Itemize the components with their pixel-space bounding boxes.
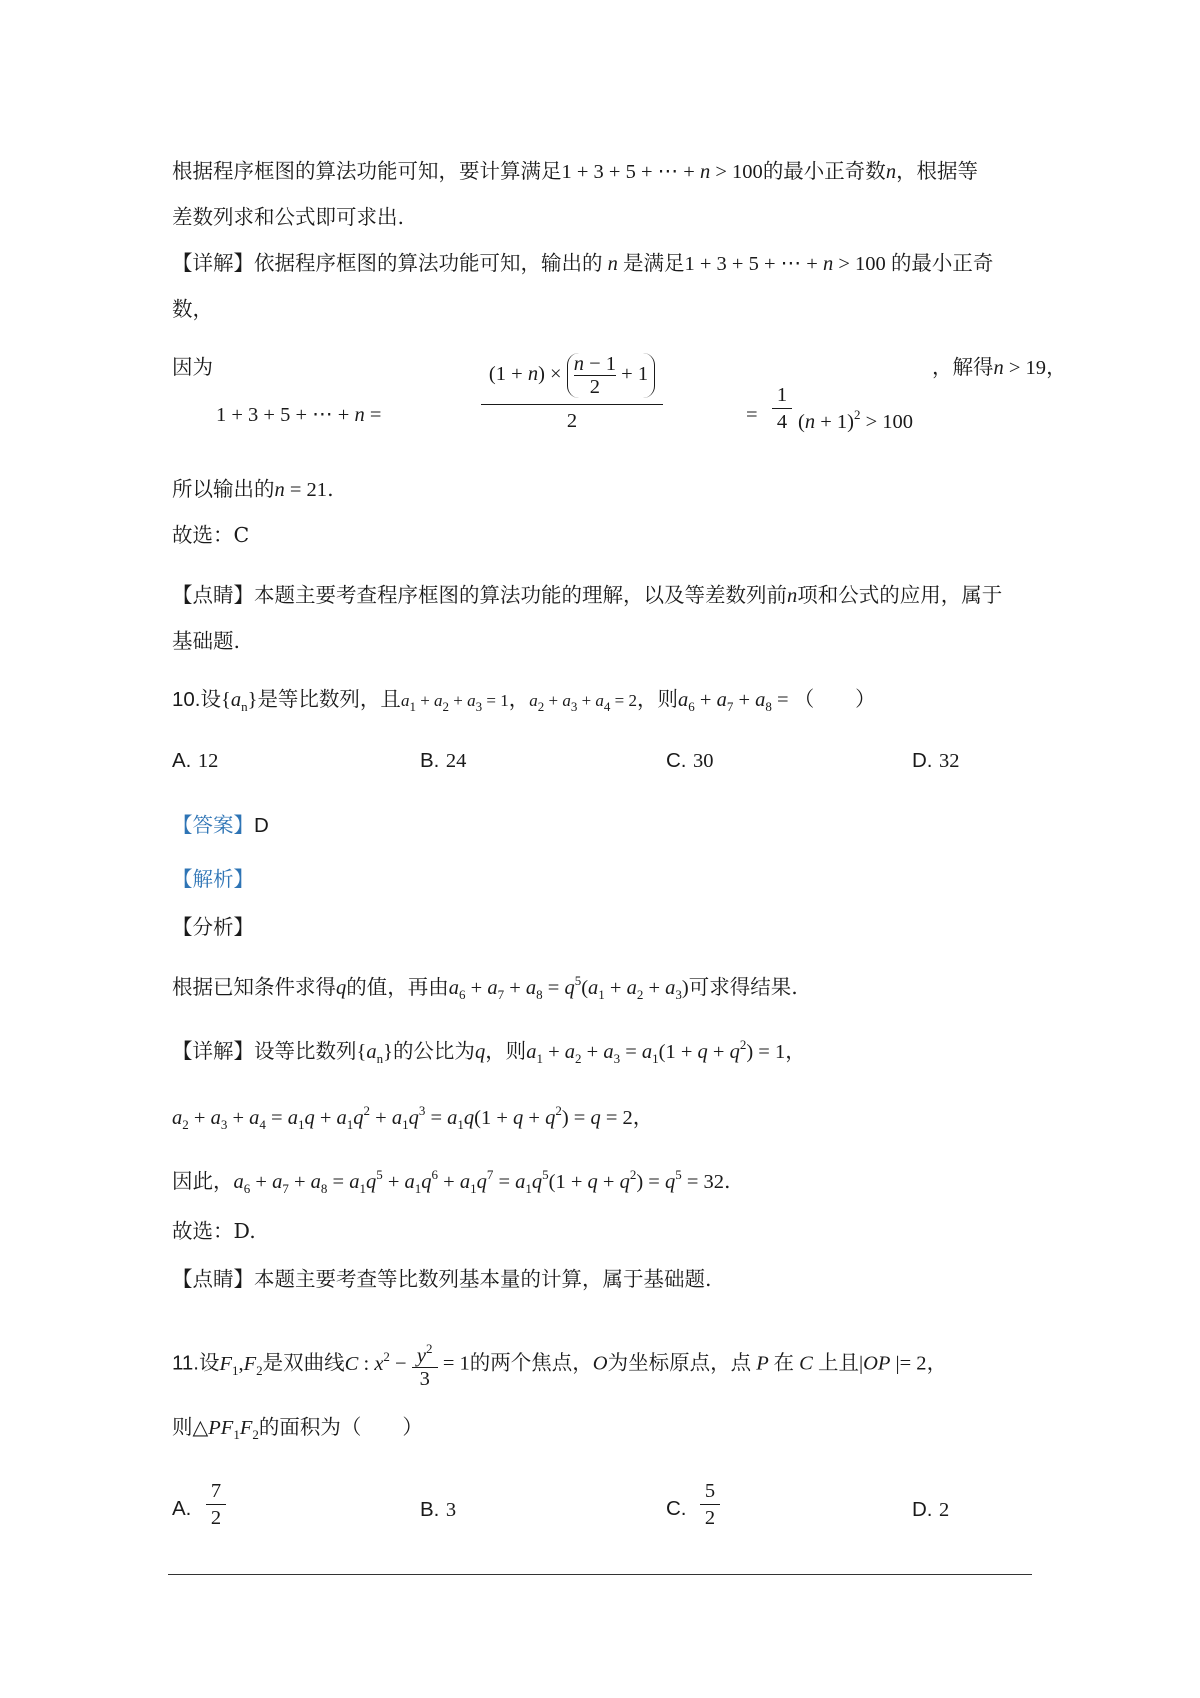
q11-stem-1: 11.设$F_1,F_2$是双曲线C : $x^2$ − $\frac{y^2}{3}$ = 1的两个焦点，O为坐标原点，点 P 在 C 上且|OP |= 2， <box>172 1316 1040 1376</box>
option-letter: C. <box>666 749 687 772</box>
text: 本题主要考查等比数列基本量的计算，属于基础题. <box>254 1267 712 1291</box>
text: 的值，再由 <box>346 975 449 999</box>
text: 是双曲线 <box>262 1350 345 1375</box>
q10-stem: 10.设$\{a_n\}$是等比数列，且$a_1 + a_2 + a_3 = 1$，$a_2 + a_3 + a_4 = 2$，则$a_6 + a_7 + a_8$ = （ ） <box>172 687 876 714</box>
text: 的最小正奇数 <box>762 159 886 183</box>
section-label: 【分析】 <box>172 915 254 939</box>
q10-fenxi <box>172 912 1040 942</box>
analysis-line-1: 根据程序框图的算法功能可知，要计算满足1 + 3 + 5 + ⋯ + n > 100的最小正奇数n，根据等 <box>172 159 979 183</box>
option-value: 3 <box>445 1499 457 1521</box>
q10-jiexi <box>172 864 1040 894</box>
q10-option-d[interactable] <box>912 745 960 776</box>
q10-choice <box>172 1216 1040 1246</box>
question-number: 10. <box>172 688 201 711</box>
option-letter: D. <box>912 1498 933 1521</box>
text: 则△ <box>172 1415 209 1439</box>
choice-line-1 <box>172 520 1040 550</box>
sum-fraction: (1 + n) × $\frac{n - 1}{2}$ + 1 2 <box>392 352 752 437</box>
dianjing-line-1: 【点睛】本题主要考查程序框图的算法功能的理解，以及等差数列前n项和公式的应用，属于 <box>172 583 1003 607</box>
section-label: 【详解】 <box>172 251 254 275</box>
dianjing-line-2 <box>172 626 1040 656</box>
option-fraction <box>206 1478 226 1531</box>
fraction-denominator: 2 <box>210 1507 222 1529</box>
y2-over-3: $\frac{y^2}{3}$ <box>412 1338 438 1390</box>
option-letter: B. <box>420 749 440 772</box>
option-value: 24 <box>445 750 467 772</box>
q10-detail-3: 因此，$a_6 + a_7 + a_8 = a_1q^5 + a_1q^6 + a_1q^7 = a_1q^5(1 + q + q^2) = q^5 = 32$. <box>172 1167 731 1196</box>
detail-line-1: 【详解】依据程序框图的算法功能可知，输出的 n 是满足1 + 3 + 5 + ⋯ + n > 100 的最小正奇 <box>172 251 994 275</box>
answer-value: D <box>254 814 269 837</box>
sum-formula-line: 因为 1 + 3 + 5 + ⋯ + n = (1 + n) × $\frac{n - 1}{2}$ + 1 2 = 1 4 $(n + 1)^2 > 100$ ，解得n > 19， <box>172 352 1040 444</box>
q10-detail-1: 【详解】设等比数列$\{a_n\}$的公比为q，则$a_1 + a_2 + a_3 = a_1(1 + q + q^2) = 1$， <box>172 1037 806 1066</box>
question-number: 11. <box>172 1351 199 1375</box>
text: 差数列求和公式即可求出. <box>172 205 405 229</box>
option-value: 2 <box>939 1499 950 1521</box>
text: 因此， <box>172 1169 234 1193</box>
option-value: 30 <box>693 750 714 772</box>
text: 本题主要考查程序框图的算法功能的理解，以及等差数列前 <box>254 583 787 607</box>
text: ， <box>508 687 530 711</box>
text: . <box>327 477 334 501</box>
q10-option-c[interactable] <box>666 745 714 776</box>
q10-analysis: 根据已知条件求得q的值，再由$a_6 + a_7 + a_8 = q^5(a_1 + a_2 + a_3)$可求得结果. <box>172 973 798 1002</box>
text: 在 <box>773 1350 795 1375</box>
text: 的两个焦点， <box>469 1350 593 1375</box>
text: 是等比数列，且 <box>257 687 401 711</box>
text: 基础题. <box>172 629 241 653</box>
text: 的公比为 <box>392 1039 475 1063</box>
option-letter: C. <box>666 1497 687 1520</box>
text: （ ） <box>793 687 876 711</box>
text: 设 <box>200 687 221 711</box>
text: 因为 <box>172 355 213 379</box>
text: ，解得 <box>932 355 994 379</box>
text: ，根据等 <box>896 159 979 183</box>
fraction-denominator: 2 <box>704 1507 716 1529</box>
q11-option-b[interactable] <box>420 1494 456 1525</box>
q11-stem-2: 则$\triangle PF_1F_2$的面积为（ ） <box>172 1415 423 1442</box>
text: 是满足 <box>623 251 685 275</box>
text: 上且 <box>817 1350 859 1375</box>
footer-divider <box>168 1574 1032 1575</box>
q10-dianjing <box>172 1264 1040 1294</box>
text: 可求得结果. <box>688 975 798 999</box>
fraction-numerator: 7 <box>206 1478 226 1505</box>
text: ， <box>926 1350 948 1375</box>
text: 为坐标原点，点 <box>607 1350 752 1375</box>
q10-option-a[interactable] <box>172 745 218 776</box>
quarter-fraction: 1 4 <box>772 382 792 435</box>
text: 依据程序框图的算法功能可知，输出的 <box>254 251 603 275</box>
text: ，则 <box>485 1039 527 1063</box>
output-line: 所以输出的n = 21. <box>172 477 334 501</box>
option-letter: A. <box>172 1497 192 1520</box>
text: 根据已知条件求得 <box>172 975 336 999</box>
detail-line-2 <box>172 294 1040 324</box>
option-value: 12 <box>197 750 219 772</box>
text: 所以输出的 <box>172 477 275 501</box>
q10-option-b[interactable] <box>420 745 466 776</box>
option-letter: A. <box>172 749 192 772</box>
text: 的最小正奇 <box>890 251 994 275</box>
option-value: 32 <box>939 750 960 772</box>
answer-label: 【答案】 <box>172 813 254 837</box>
section-label: 【点睛】 <box>172 1267 254 1291</box>
text: 设等比数列 <box>254 1039 357 1063</box>
text: 故选：D. <box>172 1219 256 1243</box>
section-label: 【点睛】 <box>172 583 254 607</box>
analysis-line-2 <box>172 202 1040 232</box>
section-label: 【详解】 <box>172 1039 254 1063</box>
text: 故选：C <box>172 523 250 547</box>
text: 的面积为（ ） <box>258 1415 423 1439</box>
option-letter: D. <box>912 749 933 772</box>
text: 数， <box>172 297 213 321</box>
option-letter: B. <box>420 1498 440 1521</box>
text: 根据程序框图的算法功能可知，要计算满足 <box>172 159 562 183</box>
text: 设 <box>198 1350 220 1375</box>
q11-option-d[interactable] <box>912 1494 949 1525</box>
text: ，则 <box>637 687 678 711</box>
fraction-numerator: 5 <box>700 1478 720 1505</box>
option-fraction <box>700 1478 720 1531</box>
section-label: 【解析】 <box>172 867 254 891</box>
q10-answer <box>172 810 1040 841</box>
text: 项和公式的应用，属于 <box>797 583 1003 607</box>
q10-detail-2: $a_2 + a_3 + a_4 = a_1q + a_1q^2 + a_1q^3 = a_1q(1 + q + q^2) = q = 2$， <box>172 1103 654 1132</box>
